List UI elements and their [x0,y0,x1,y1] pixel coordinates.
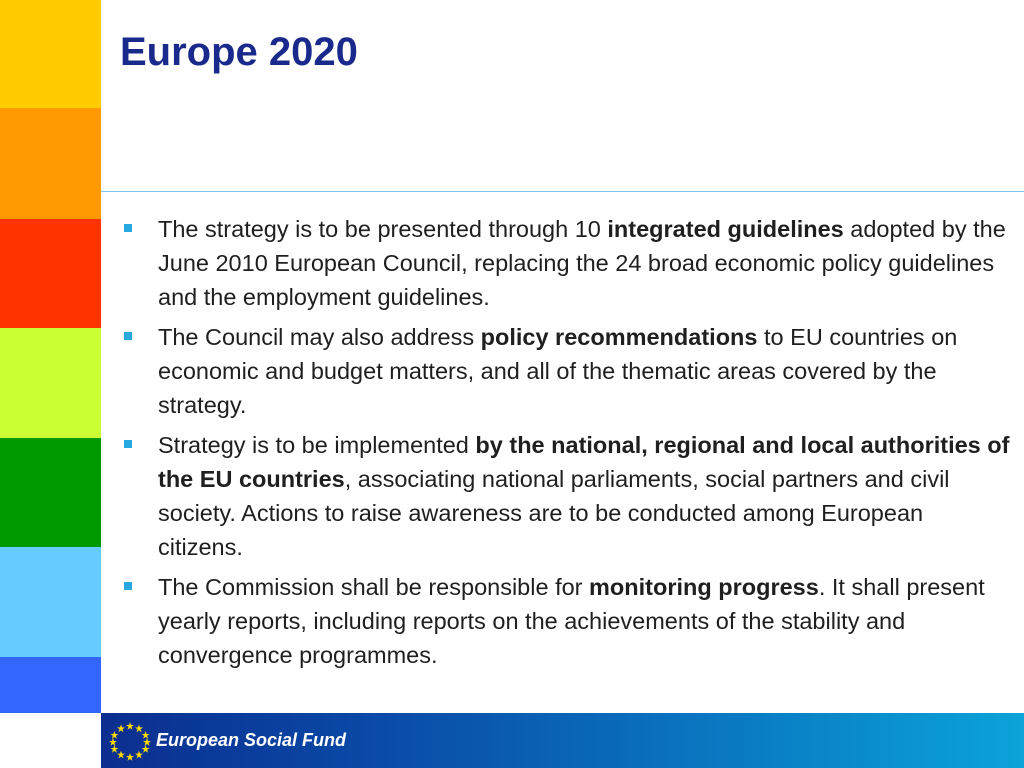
bullet-text: The Council may also address [158,324,481,350]
square-bullet-icon [124,224,132,232]
bullet-item-implementation [120,428,1010,564]
bullet-list [120,212,1010,678]
bullet-item-guidelines [120,212,1010,314]
bullet-item-monitoring [120,570,1010,672]
bullet-text: The Commission shall be responsible for [158,574,590,600]
stripe-green [0,438,101,547]
stripe-light-blue [0,547,101,657]
bullet-text: , associating national parliaments, social partners and civil society. Actions to raise awareness are to be conducted among European citizens. [158,466,950,560]
stripe-lime [0,328,101,438]
slide-title: Europe 2020 [120,30,358,74]
color-stripe-sidebar [0,0,101,713]
bullet-text: . It shall present yearly reports, including reports on the achievements of the stability and convergence programmes. [158,574,985,668]
eu-flag-icon [108,719,152,763]
bullet-text: The strategy is to be presented through 10 [158,216,608,242]
stripe-yellow [0,0,101,108]
stripe-orange [0,108,101,219]
bullet-text: to EU countries on economic and budget matters, and all of the thematic areas covered by the strategy. [158,324,958,418]
bullet-emphasis: policy recommendations [480,324,758,350]
bullet-emphasis: by the national, regional and local authorities of the EU countries [158,432,1010,492]
square-bullet-icon [124,332,132,340]
bullet-text: Strategy is to be implemented [158,432,476,458]
bullet-emphasis: monitoring progress [589,574,819,600]
square-bullet-icon [124,440,132,448]
bullet-emphasis: integrated guidelines [607,216,844,242]
title-divider [101,191,1024,192]
stripe-blue [0,657,101,713]
stripe-red [0,219,101,328]
bullet-item-recommendations [120,320,1010,422]
footer-left-blank [0,713,101,768]
footer-label: European Social Fund [156,730,347,750]
square-bullet-icon [124,582,132,590]
bullet-text: adopted by the June 2010 European Council, replacing the 24 broad economic policy guidelines and the employment guidelines. [158,216,1006,310]
